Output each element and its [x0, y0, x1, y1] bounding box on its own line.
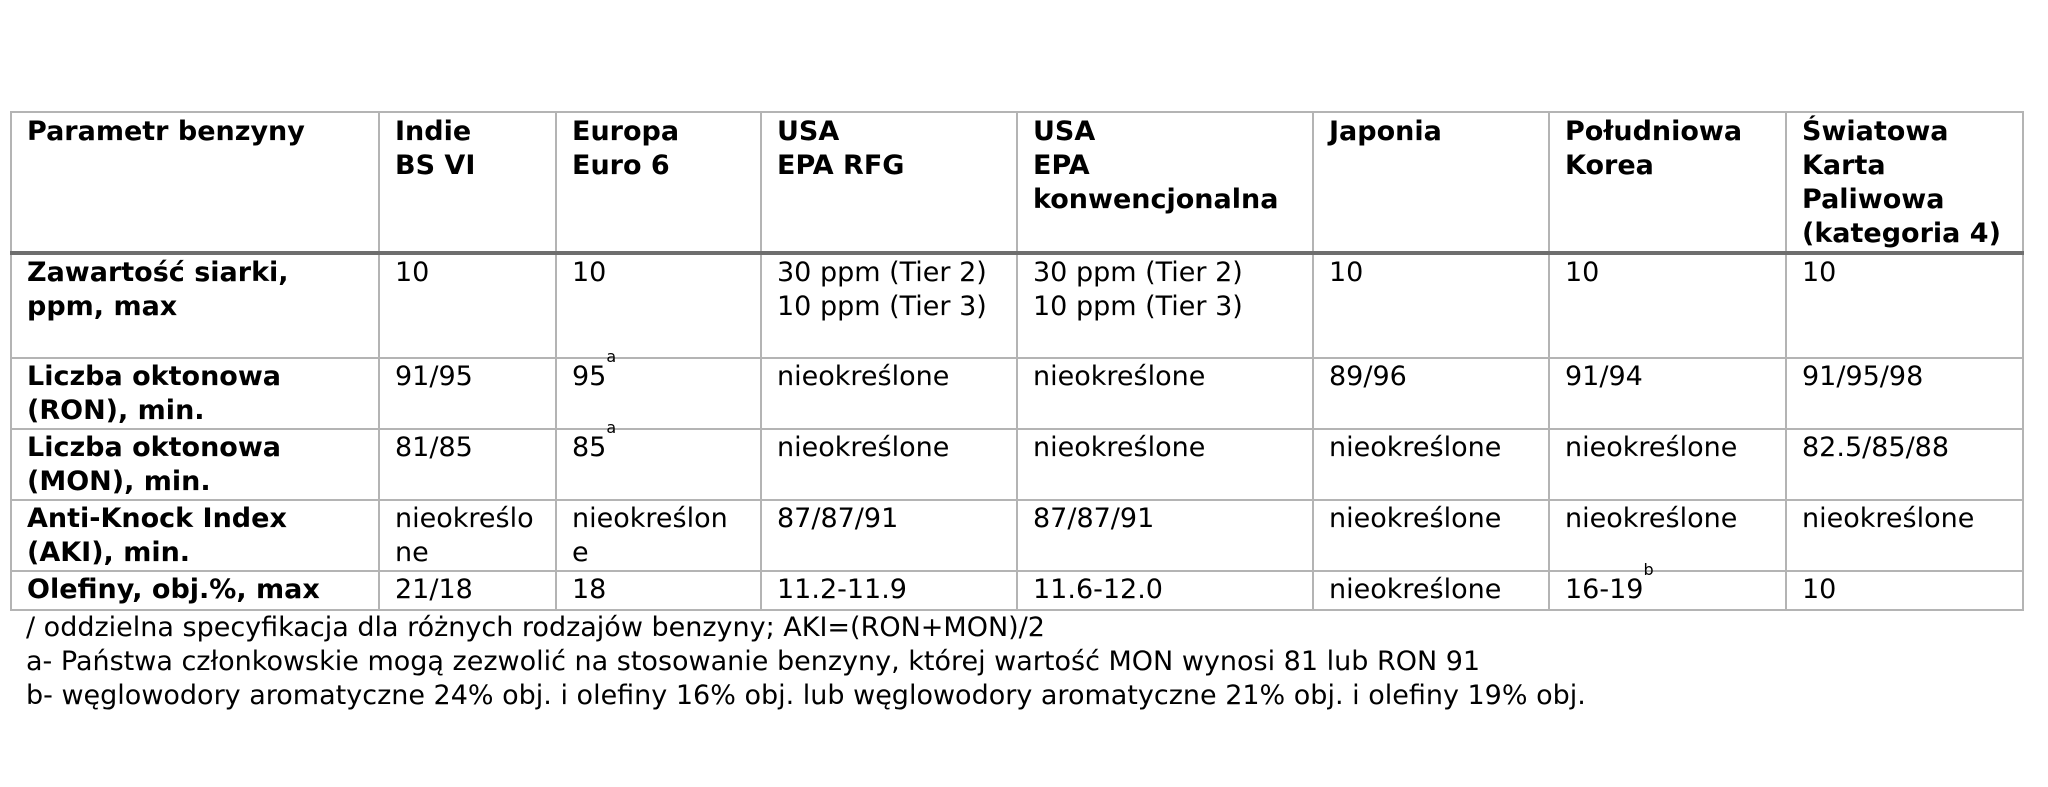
- cell-value: nieokreślone: [1033, 432, 1206, 463]
- header-line: Paliwowa: [1802, 184, 1945, 215]
- header-usa-conventional: [1017, 112, 1313, 253]
- table-cell: [556, 571, 761, 610]
- header-japan: [1313, 112, 1549, 253]
- cell-line: 30 ppm (Tier 2): [1033, 257, 1243, 288]
- cell-value: nieokreślone: [1565, 503, 1738, 534]
- table-body: [11, 253, 2023, 610]
- table-cell: [1017, 429, 1313, 500]
- table-cell: [1549, 429, 1786, 500]
- cell-value: nieokreślone: [777, 432, 950, 463]
- table-cell: [1549, 253, 1786, 358]
- row-parameter: [11, 358, 379, 429]
- header-line: (kategoria 4): [1802, 218, 2001, 249]
- cell-value: 21/18: [395, 574, 473, 605]
- table-cell: [1786, 429, 2023, 500]
- footnote-general: / oddzielna specyfikacja dla różnych rodzajów benzyny; AKI=(RON+MON)/2: [26, 612, 1045, 643]
- header-line: Południowa: [1565, 116, 1743, 147]
- cell-value: 11.2-11.9: [777, 574, 907, 605]
- cell-value: 85: [572, 432, 607, 463]
- header-line: konwencjonalna: [1033, 184, 1279, 215]
- table-cell: [761, 571, 1017, 610]
- parameter-line: (AKI), min.: [27, 537, 191, 568]
- cell-value: 82.5/85/88: [1802, 432, 1950, 463]
- cell-value: 95: [572, 361, 607, 392]
- cell-line: 10 ppm (Tier 3): [777, 291, 987, 322]
- cell-value: 10: [1329, 257, 1364, 288]
- cell-line: 10 ppm (Tier 3): [1033, 291, 1243, 322]
- header-india: [379, 112, 556, 253]
- table-cell: [1017, 571, 1313, 610]
- table-row: [11, 429, 2023, 500]
- header-line: USA: [1033, 116, 1096, 147]
- header-europe: [556, 112, 761, 253]
- cell-value: 10: [1802, 574, 1837, 605]
- parameter-line: Liczba oktonowa: [27, 432, 282, 463]
- cell-value: 91/95: [395, 361, 473, 392]
- table-cell: [1313, 500, 1549, 571]
- table-cell: [1017, 358, 1313, 429]
- header-line: Japonia: [1329, 116, 1442, 147]
- cell-value: nieokreślone: [1329, 574, 1502, 605]
- table-cell: [1313, 358, 1549, 429]
- footnote-a: a- Państwa członkowskie mogą zezwolić na stosowanie benzyny, której wartość MON wynosi 81 lub RON 91: [26, 646, 1481, 677]
- fuel-spec-document: [10, 111, 2022, 713]
- row-parameter: [11, 500, 379, 571]
- table-cell: [556, 418, 761, 500]
- table-cell: [379, 571, 556, 610]
- parameter-line: Liczba oktonowa: [27, 361, 282, 392]
- cell-value: 18: [572, 574, 607, 605]
- table-cell: [1786, 253, 2023, 358]
- footnote-marker: b: [1643, 560, 1654, 579]
- cell-line: ne: [395, 537, 429, 568]
- header-line: Parametr benzyny: [27, 116, 305, 147]
- cell-value: nieokreślone: [1033, 361, 1206, 392]
- table-cell: [761, 429, 1017, 500]
- table-cell: [761, 500, 1017, 571]
- table-cell: [379, 253, 556, 358]
- header-parameter: [11, 112, 379, 253]
- table-cell: [1786, 571, 2023, 610]
- footnote-marker: a: [606, 347, 617, 366]
- row-parameter: [11, 253, 379, 358]
- header-line: Karta: [1802, 150, 1886, 181]
- cell-value: nieokreślone: [1329, 432, 1502, 463]
- footnote-b: b- węglowodory aromatyczne 24% obj. i olefiny 16% obj. lub węglowodory aromatyczne 21% obj. i olefiny 19% obj.: [26, 680, 1586, 711]
- table-cell: [556, 347, 761, 429]
- table-cell: [1549, 358, 1786, 429]
- table-cell: [1313, 253, 1549, 358]
- cell-value: 16-19: [1565, 574, 1644, 605]
- header-line: Europa: [572, 116, 680, 147]
- table-cell: [379, 500, 556, 571]
- cell-value: nieokreślone: [1565, 432, 1738, 463]
- header-line: USA: [777, 116, 840, 147]
- cell-line: 30 ppm (Tier 2): [777, 257, 987, 288]
- cell-value: 11.6-12.0: [1033, 574, 1163, 605]
- row-parameter: [11, 571, 379, 610]
- row-parameter: [11, 429, 379, 500]
- cell-value: 91/95/98: [1802, 361, 1924, 392]
- header-usa-rfg: [761, 112, 1017, 253]
- header-row: [11, 112, 2023, 253]
- cell-value: 10: [1802, 257, 1837, 288]
- table-cell: [1017, 253, 1313, 358]
- table-row: [11, 571, 2023, 610]
- table-cell: [556, 253, 761, 358]
- cell-value: 89/96: [1329, 361, 1407, 392]
- table-header: [11, 112, 2023, 253]
- table-row: [11, 500, 2023, 571]
- table-cell: [556, 500, 761, 571]
- parameter-line: Anti-Knock Index: [27, 503, 287, 534]
- table-row: [11, 253, 2023, 358]
- table-cell: [1549, 560, 1786, 610]
- header-line: Korea: [1565, 150, 1654, 181]
- table-footnotes: [10, 611, 2022, 713]
- parameter-line: ppm, max: [27, 291, 178, 322]
- table-cell: [379, 429, 556, 500]
- cell-value: nieokreślone: [777, 361, 950, 392]
- header-line: EPA: [1033, 150, 1090, 181]
- table-cell: [1549, 500, 1786, 571]
- header-line: EPA RFG: [777, 150, 905, 181]
- header-line: Euro 6: [572, 150, 670, 181]
- cell-value: 10: [1565, 257, 1600, 288]
- parameter-line: (RON), min.: [27, 395, 205, 426]
- cell-value: 87/87/91: [1033, 503, 1155, 534]
- table-row: [11, 358, 2023, 429]
- cell-value: 81/85: [395, 432, 473, 463]
- header-line: Światowa: [1802, 116, 1949, 147]
- parameter-line: Olefiny, obj.%, max: [27, 574, 320, 605]
- header-line: Indie: [395, 116, 472, 147]
- header-world-fuel-charter: [1786, 112, 2023, 253]
- cell-value: nieokreślone: [1329, 503, 1502, 534]
- gasoline-spec-table: [10, 111, 2024, 611]
- parameter-line: (MON), min.: [27, 466, 211, 497]
- table-cell: [761, 358, 1017, 429]
- cell-value: 87/87/91: [777, 503, 899, 534]
- header-line: BS VI: [395, 150, 476, 181]
- table-cell: [1786, 500, 2023, 571]
- cell-value: nieokreślone: [1802, 503, 1975, 534]
- table-cell: [761, 253, 1017, 358]
- table-cell: [1313, 429, 1549, 500]
- cell-value: 10: [395, 257, 430, 288]
- table-cell: [1017, 500, 1313, 571]
- footnote-marker: a: [606, 418, 617, 437]
- table-cell: [379, 358, 556, 429]
- table-cell: [1313, 571, 1549, 610]
- cell-value: 10: [572, 257, 607, 288]
- table-cell: [1786, 358, 2023, 429]
- header-south-korea: [1549, 112, 1786, 253]
- cell-line: nieokreślon: [572, 503, 728, 534]
- cell-line: nieokreślo: [395, 503, 534, 534]
- parameter-line: Zawartość siarki,: [27, 257, 289, 288]
- cell-line: e: [572, 537, 589, 568]
- cell-value: 91/94: [1565, 361, 1643, 392]
